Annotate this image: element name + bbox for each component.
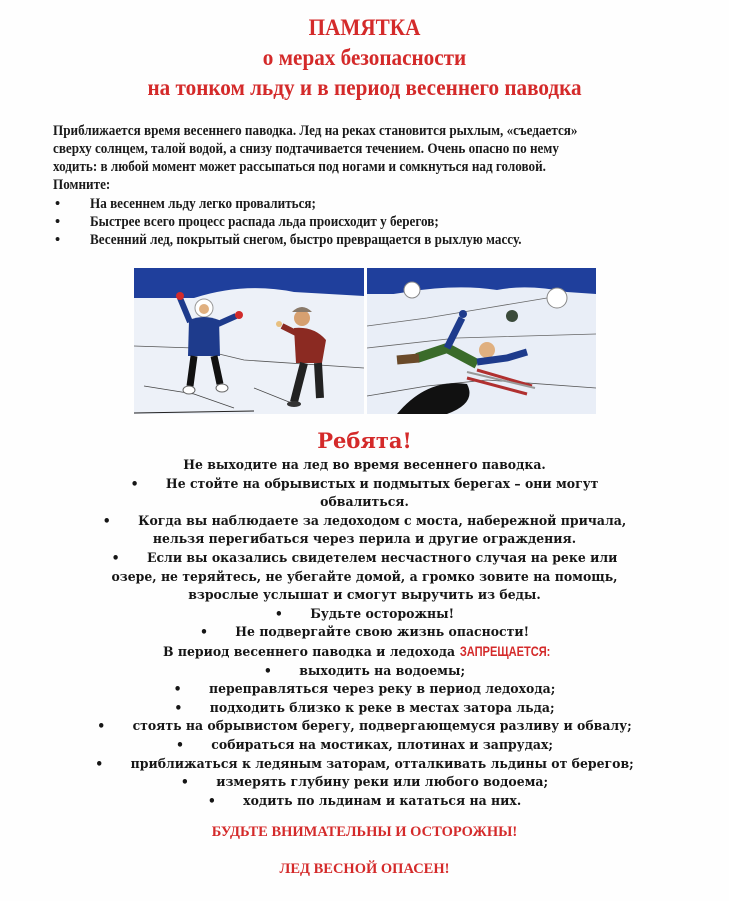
forbidden-item: • переправляться через реку в период ледохода; (173, 681, 556, 698)
list-item: • На весеннем льду легко провалиться; (55, 196, 316, 212)
list-item: • Быстрее всего процесс распада льда происходит у берегов; (55, 214, 439, 230)
intro-line: сверху солнцем, талой водой, а снизу подтачивается течением. Очень опасно по нему (53, 141, 559, 157)
bullet-icon: • (97, 718, 106, 735)
footer-warning-2: ЛЕД ВЕСНОЙ ОПАСЕН! (279, 861, 450, 877)
forbidden-heading: В период весеннего паводка и ледохода ЗАПРЕЩАЕТСЯ: (162, 642, 551, 660)
memo-subtitle-2: на тонком льду и в период весеннего паводка (147, 75, 582, 100)
advice-line: нельзя перегибаться через перила и другие ограждения. (152, 531, 577, 548)
bullet-icon: • (95, 755, 104, 772)
advice-line: • Не стойте на обрывистых и подмытых берегах – они могут (130, 475, 599, 492)
bullet-icon: • (102, 512, 111, 529)
bullet-icon: • (207, 792, 216, 809)
forbidden-item: • приближаться к ледяным заторам, отталкивать льдины от берегов; (95, 755, 634, 772)
remember-list (0, 195, 729, 249)
forbidden-word: ЗАПРЕЩАЕТСЯ: (459, 642, 551, 659)
bullet-icon: • (274, 605, 283, 622)
kids-heading: Ребята! (317, 428, 412, 453)
advice-line: обвалиться. (320, 494, 409, 511)
forbidden-item: • подходить близко к реке в местах затора льда; (174, 699, 555, 716)
bullet-icon: • (175, 736, 184, 753)
child-falling-through-ice-illustration (367, 268, 596, 414)
bullet-icon: • (55, 214, 61, 230)
bullet-icon: • (111, 549, 120, 566)
advice-line: взрослые услышат и смогут выручить из беды. (188, 587, 541, 604)
bullet-icon: • (55, 232, 61, 248)
forbidden-item: • стоять на обрывистом берегу, подвергающемуся разливу и обвалу; (97, 718, 632, 735)
intro-paragraph (53, 122, 678, 194)
intro-line: Приближается время весеннего паводка. Лед на реках становится рыхлым, «съедается» (53, 123, 578, 139)
forbidden-item: • собираться на мостиках, плотинах и запрудах; (175, 736, 554, 753)
advice-line: • Не подвергайте свою жизнь опасности! (199, 624, 530, 641)
memo-subtitle: о мерах безопасности (262, 45, 467, 70)
bullet-icon: • (199, 624, 208, 641)
bullet-icon: • (174, 699, 183, 716)
bullet-icon: • (130, 475, 139, 492)
bullet-icon: • (173, 681, 182, 698)
list-item: • Весенний лед, покрытый снегом, быстро превращается в рыхлую массу. (55, 232, 522, 248)
illustrations (134, 268, 597, 414)
advice-line: озере, не теряйтесь, не убегайте домой, а громко зовите на помощь, (111, 568, 618, 585)
bullet-icon: • (55, 196, 61, 212)
intro-line: ходить: в любой момент может рассыпаться под ногами и сомкнуться над головой. (53, 159, 546, 175)
children-on-thin-ice-illustration (134, 268, 364, 414)
forbidden-item: • выходить на водоемы; (263, 662, 466, 679)
forbidden-item: • измерять глубину реки или любого водоема; (180, 774, 549, 791)
advice-line: • Если вы оказались свидетелем несчастного случая на реке или (111, 549, 618, 566)
remember-label: Помните: (53, 177, 111, 193)
kids-advice (0, 456, 729, 810)
advice-line: Не выходите на лед во время весеннего паводка. (183, 457, 546, 473)
advice-line: • Когда вы наблюдаете за ледоходом с моста, набережной причала, (102, 512, 627, 529)
forbidden-item: • ходить по льдинам и кататься на них. (207, 792, 522, 809)
advice-line: • Будьте осторожны! (274, 605, 455, 622)
memo-title: ПАМЯТКА (308, 15, 421, 40)
bullet-icon: • (263, 662, 272, 679)
footer-warning: БУДЬТЕ ВНИМАТЕЛЬНЫ И ОСТОРОЖНЫ! (211, 824, 518, 840)
bullet-icon: • (180, 774, 189, 791)
